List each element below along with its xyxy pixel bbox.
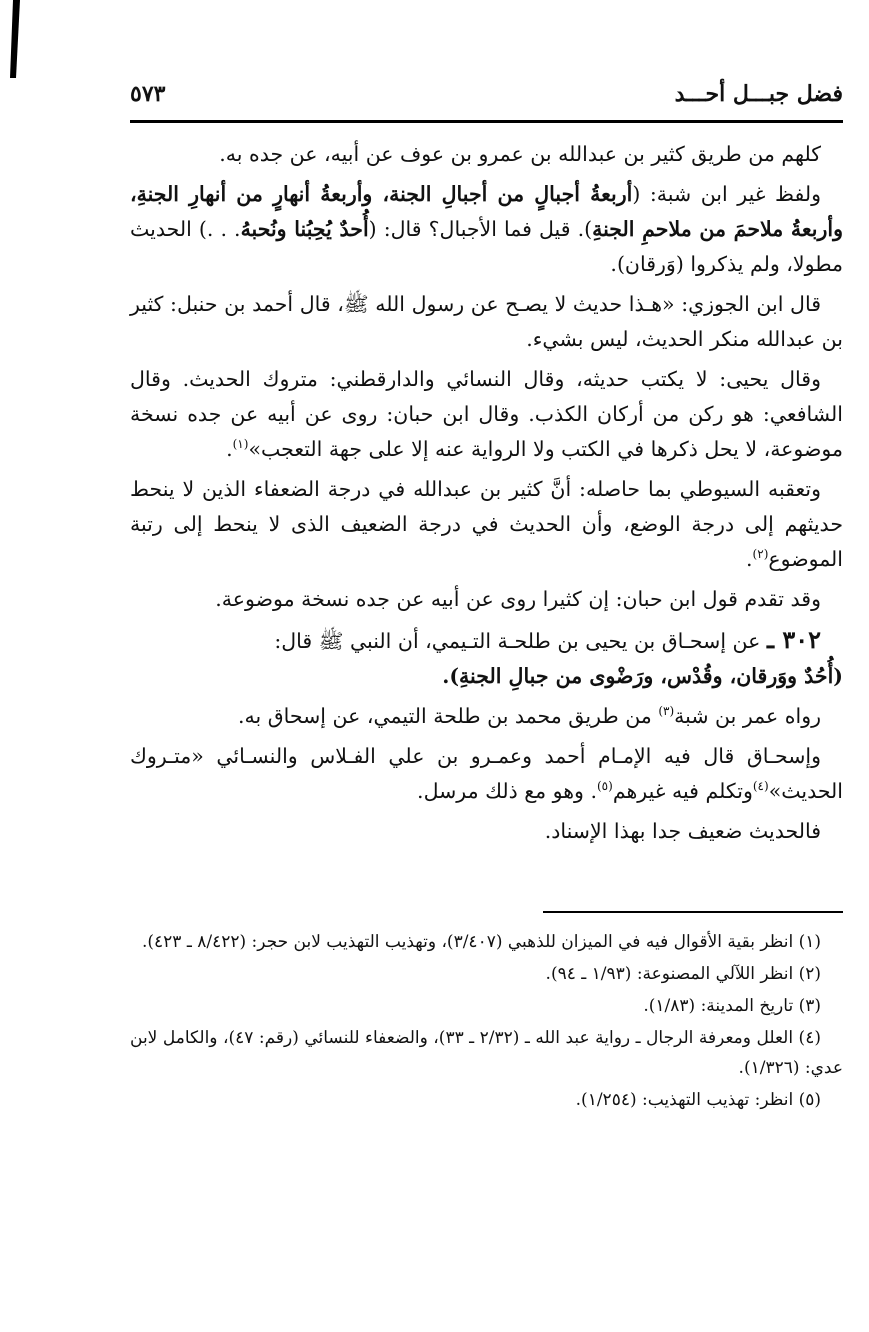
hadith-302-text: (أُحُدٌ ووَرقان، وقُدْس، ورَضْوى من جبالِ الجنةِ). xyxy=(442,664,843,688)
main-text xyxy=(130,137,843,849)
paragraph-6 xyxy=(130,582,843,617)
paragraph-2-end: . . .) الحديث مطولا، ولم يذكروا (وَرقان). xyxy=(130,217,843,276)
footnote-1: (١) انظر بقية الأقوال فيه في الميزان للذهبي (٣/٤٠٧)، وتهذيب التهذيب لابن حجر: (٨/٤٢٢ ـ ٤٢٣). xyxy=(141,932,821,952)
paragraph-7 xyxy=(130,699,843,734)
footnote-ref-5[interactable]: (٥) xyxy=(596,779,613,794)
hadith-number: ٣٠٢ ـ xyxy=(766,625,821,654)
paragraph-1-text: كلهم من طريق كثير بن عبدالله بن عمرو بن عوف عن أبيه، عن جده به. xyxy=(219,142,821,166)
running-header xyxy=(130,80,843,123)
paragraph-3 xyxy=(130,287,843,357)
paragraph-9-text: فالحديث ضعيف جدا بهذا الإسناد. xyxy=(544,819,821,843)
footnote-ref-1[interactable]: (١) xyxy=(232,437,249,452)
paragraph-3-text: قال ابن الجوزي: «هـذا حديث لا يصـح عن رسول الله ﷺ، قال أحمد بن حنبل: كثير بن عبدالله منكر الحديث، ليس بشيء. xyxy=(130,292,843,351)
paragraph-2 xyxy=(130,177,843,282)
footnote-ref-3[interactable]: (٣) xyxy=(658,704,675,719)
page-number: ٥٧٣ xyxy=(130,81,166,107)
paragraph-8-middle: وتكلم فيه غيرهم xyxy=(612,779,753,803)
paragraph-6-text: وقد تقدم قول ابن حبان: إن كثيرا روى عن أبيه عن جده نسخة موضوعة. xyxy=(215,587,821,611)
paragraph-5-text: وتعقبه السيوطي بما حاصله: أنَّ كثير بن عبدالله في درجة الضعفاء الذين لا ينحط حديثهم إلى درجة الوضع، وأن الحديث في درجة الضعيف الذى لا ينحط إلى رتبة الموضوع xyxy=(130,477,843,571)
paragraph-1 xyxy=(130,137,843,172)
paragraph-8-start: وإسحـاق قال فيه الإمـام أحمد وعمـرو بن علي الفـلاس والنسـائي «متـروك الحديث» xyxy=(130,744,843,803)
paragraph-7-end: من طريق محمد بن طلحة التيمي، عن إسحاق به. xyxy=(238,704,652,728)
paragraph-5: وتعقبه السيوطي بما حاصله: أنَّ كثير بن عبدالله في درجة الضعفاء الذين لا ينحط حديثهم إلى درجة الوضع، وأن الحديث في درجة الضعيف الذى لا ينحط إلى رتبة الموضوع$^{(٢)}$. xyxy=(130,477,843,571)
footnote-5: (٥) انظر: تهذيب التهذيب: (١/٢٥٤). xyxy=(575,1090,821,1110)
paragraph-8-end: . وهو مع ذلك مرسل. xyxy=(417,779,597,803)
footnote-2: (٢) انظر اللآلي المصنوعة: (١/٩٣ ـ ٩٤). xyxy=(545,964,821,984)
page-edge-mark xyxy=(10,0,20,78)
footnote-ref-4[interactable]: (٤) xyxy=(752,779,769,794)
footnote-ref-2[interactable]: (٢) xyxy=(752,547,769,562)
paragraph-8 xyxy=(130,739,843,809)
paragraph-2-middle: ). قيل فما الأجبال؟ قال: ( xyxy=(368,217,593,241)
paragraph-4-text: وقال يحيى: لا يكتب حديثه، وقال النسائي والدارقطني: متروك الحديث. وقال الشافعي: هو ركن من أركان الكذب. وقال ابن حبان: روى عن أبيه عن جده نسخة موضوعة، لا يحل ذكرها في الكتب ولا الرواية عنه إلا على جهة التعجب» xyxy=(130,367,843,461)
hadith-302 xyxy=(130,622,843,694)
hadith-302-chain: عن إسحـاق بن يحيى بن طلحـة التـيمي، أن النبي ﷺ قال: xyxy=(274,629,761,653)
paragraph-7-start: رواه عمر بن شبة xyxy=(674,704,821,728)
footnote-separator xyxy=(543,911,843,913)
hadith-quote-1: أربعةُ أجبالٍ من أجبالِ الجنة، وأربعةُ أنهارٍ من أنهارِ الجنةِ، وأربعةُ ملاحمَ من ملاحمِ الجنةِ xyxy=(130,182,843,241)
paragraph-2-intro: ولفظ غير ابن شبة: ( xyxy=(632,182,821,206)
footnotes xyxy=(130,927,843,1115)
chapter-title: فضل جبـــل أحـــد xyxy=(674,81,843,107)
footnote-3: (٣) تاريخ المدينة: (١/٨٣). xyxy=(643,996,821,1016)
footnote-4: (٤) العلل ومعرفة الرجال ـ رواية عبد الله ـ (٢/٣٢ ـ ٣٣)، والضعفاء للنسائي (رقم: ٤٧)، والكامل لابن عدي: (١/٣٢٦). xyxy=(130,1028,843,1078)
paragraph-4: وقال يحيى: لا يكتب حديثه، وقال النسائي والدارقطني: متروك الحديث. وقال الشافعي: هو ركن من أركان الكذب. وقال ابن حبان: روى عن أبيه عن جده نسخة موضوعة، لا يحل ذكرها في الكتب ولا الرواية عنه إلا على جهة التعجب»$^{(١)}$. xyxy=(130,367,843,461)
hadith-quote-2: أُحدٌ يُحِبُنا ونُحبهُ xyxy=(240,217,369,241)
paragraph-9 xyxy=(130,814,843,849)
book-page xyxy=(130,80,843,1117)
